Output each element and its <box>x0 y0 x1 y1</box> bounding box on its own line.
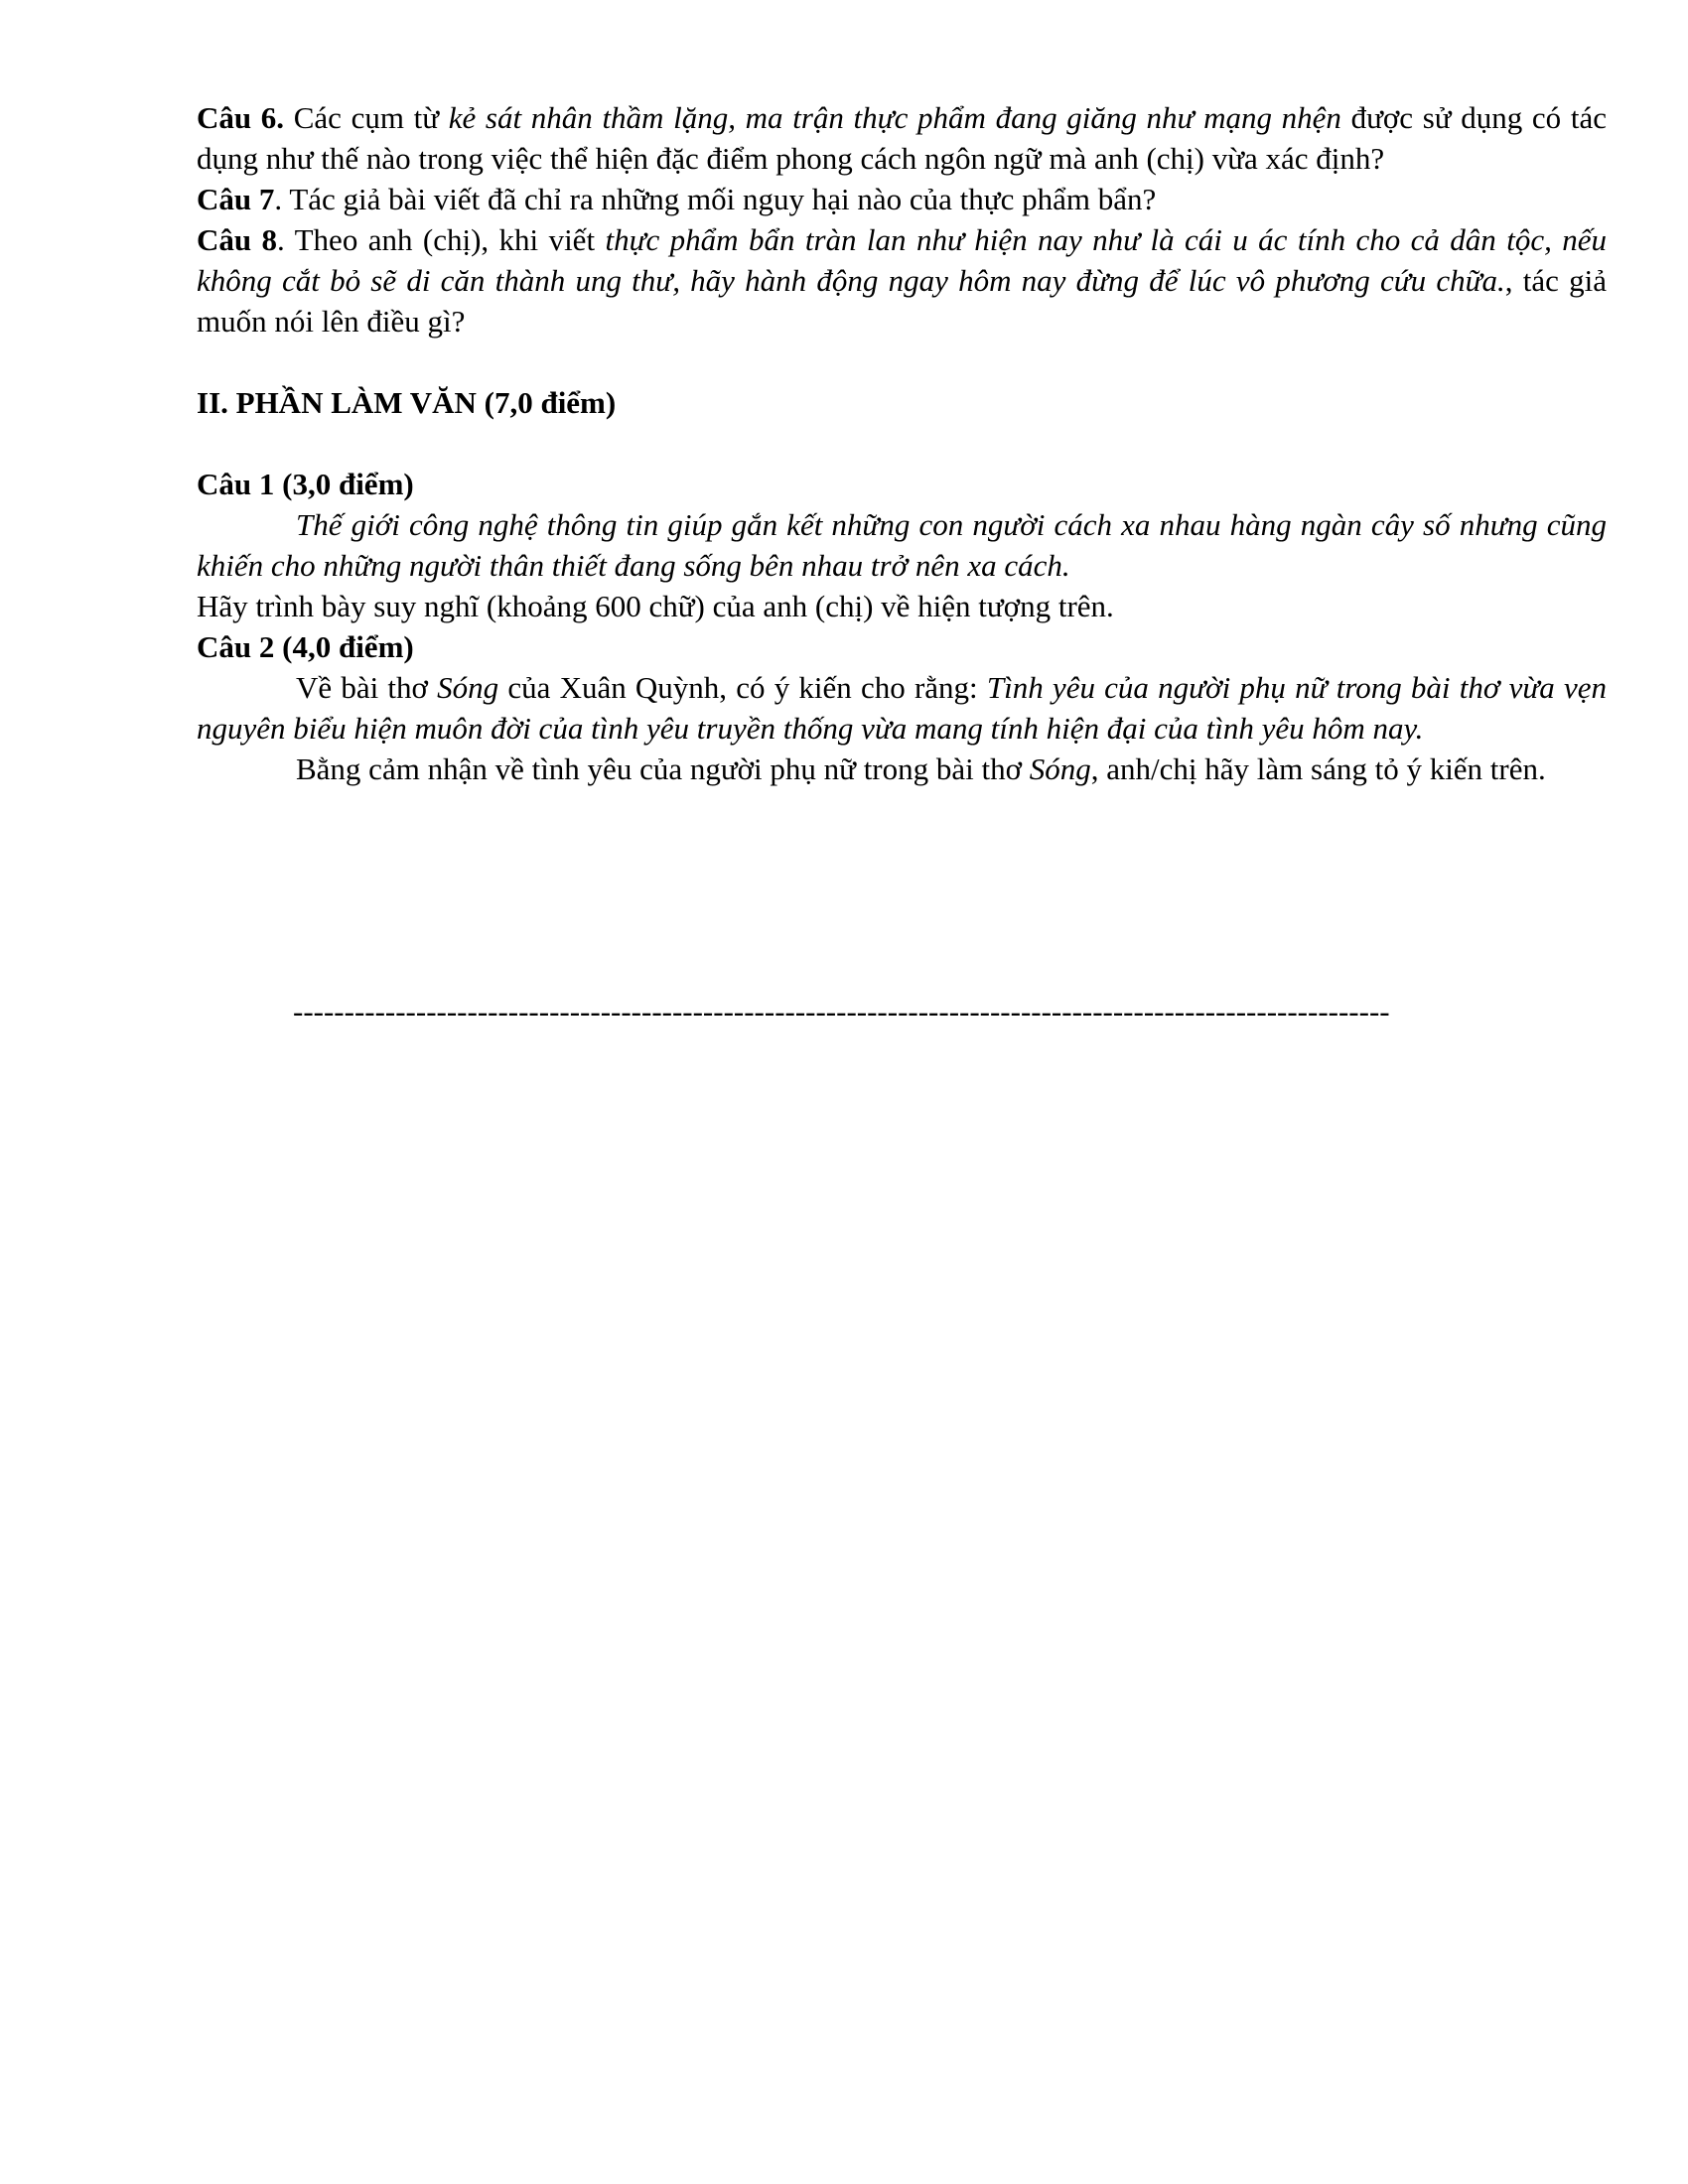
question-6-quote: kẻ sát nhân thầm lặng, ma trận thực phẩm đang giăng như mạng nhện <box>448 100 1341 135</box>
essay-1-quote: Thế giới công nghệ thông tin giúp gắn kết những con người cách xa nhau hàng ngàn cây số nhưng cũng khiến cho những người thân thiết đang sống bên nhau trở nên xa cách. <box>197 507 1607 583</box>
essay-2-p2-text-1: Bằng cảm nhận về tình yêu của người phụ nữ trong bài thơ <box>296 751 1030 786</box>
question-8-text-2: , tác giả muốn nói lên điều gì? <box>197 263 1607 339</box>
spacer <box>197 341 1607 382</box>
question-6 <box>197 97 1607 179</box>
question-6-text-1: Các cụm từ <box>284 100 449 135</box>
section-2-title: II. PHẦN LÀM VĂN (7,0 điểm) <box>197 385 617 420</box>
essay-2-p2-poem-title: Sóng <box>1029 751 1091 786</box>
question-7 <box>197 179 1607 219</box>
essay-2-text-1: Về bài thơ <box>296 670 438 705</box>
essay-1-label: Câu 1 (3,0 điểm) <box>197 467 414 501</box>
question-8 <box>197 219 1607 341</box>
essay-2-paragraph-2 <box>197 749 1607 789</box>
exam-page <box>197 97 1607 789</box>
essay-2-quote: Tình yêu của người phụ nữ trong bài thơ vừa vẹn nguyên biểu hiện muôn đời của tình yêu truyền thống vừa mang tính hiện đại của tình yêu hôm nay. <box>197 670 1607 746</box>
question-8-label: Câu 8 <box>197 222 278 257</box>
question-8-quote: thực phẩm bẩn tràn lan như hiện nay như là cái u ác tính cho cả dân tộc, nếu không cắt bỏ sẽ di căn thành ung thư, hãy hành động ngay hôm nay đừng để lúc vô phương cứu chữa. <box>197 222 1607 298</box>
question-6-label: Câu 6. <box>197 100 285 135</box>
end-separator: ----------------------------------------------------------------------------------------------------------- <box>293 994 1390 1028</box>
essay-2-p2-text-2: , anh/chị hãy làm sáng tỏ ý kiến trên. <box>1090 751 1546 786</box>
essay-2-poem-title: Sóng <box>437 670 499 705</box>
spacer <box>197 423 1607 464</box>
essay-1-prompt: Hãy trình bày suy nghĩ (khoảng 600 chữ) của anh (chị) về hiện tượng trên. <box>197 589 1114 623</box>
essay-2-paragraph-1 <box>197 667 1607 749</box>
essay-2-label: Câu 2 (4,0 điểm) <box>197 629 414 664</box>
question-7-text: . Tác giả bài viết đã chỉ ra những mối nguy hại nào của thực phẩm bẩn? <box>274 182 1157 216</box>
question-6-text-2: được sử dụng có tác dụng như thế nào trong việc thể hiện đặc điểm phong cách ngôn ngữ mà anh (chị) vừa xác định? <box>197 100 1607 176</box>
essay-2-text-2: của Xuân Quỳnh, có ý kiến cho rằng: <box>498 670 987 705</box>
question-8-text-1: . Theo anh (chị), khi viết <box>277 222 606 257</box>
question-7-label: Câu 7 <box>197 182 275 216</box>
